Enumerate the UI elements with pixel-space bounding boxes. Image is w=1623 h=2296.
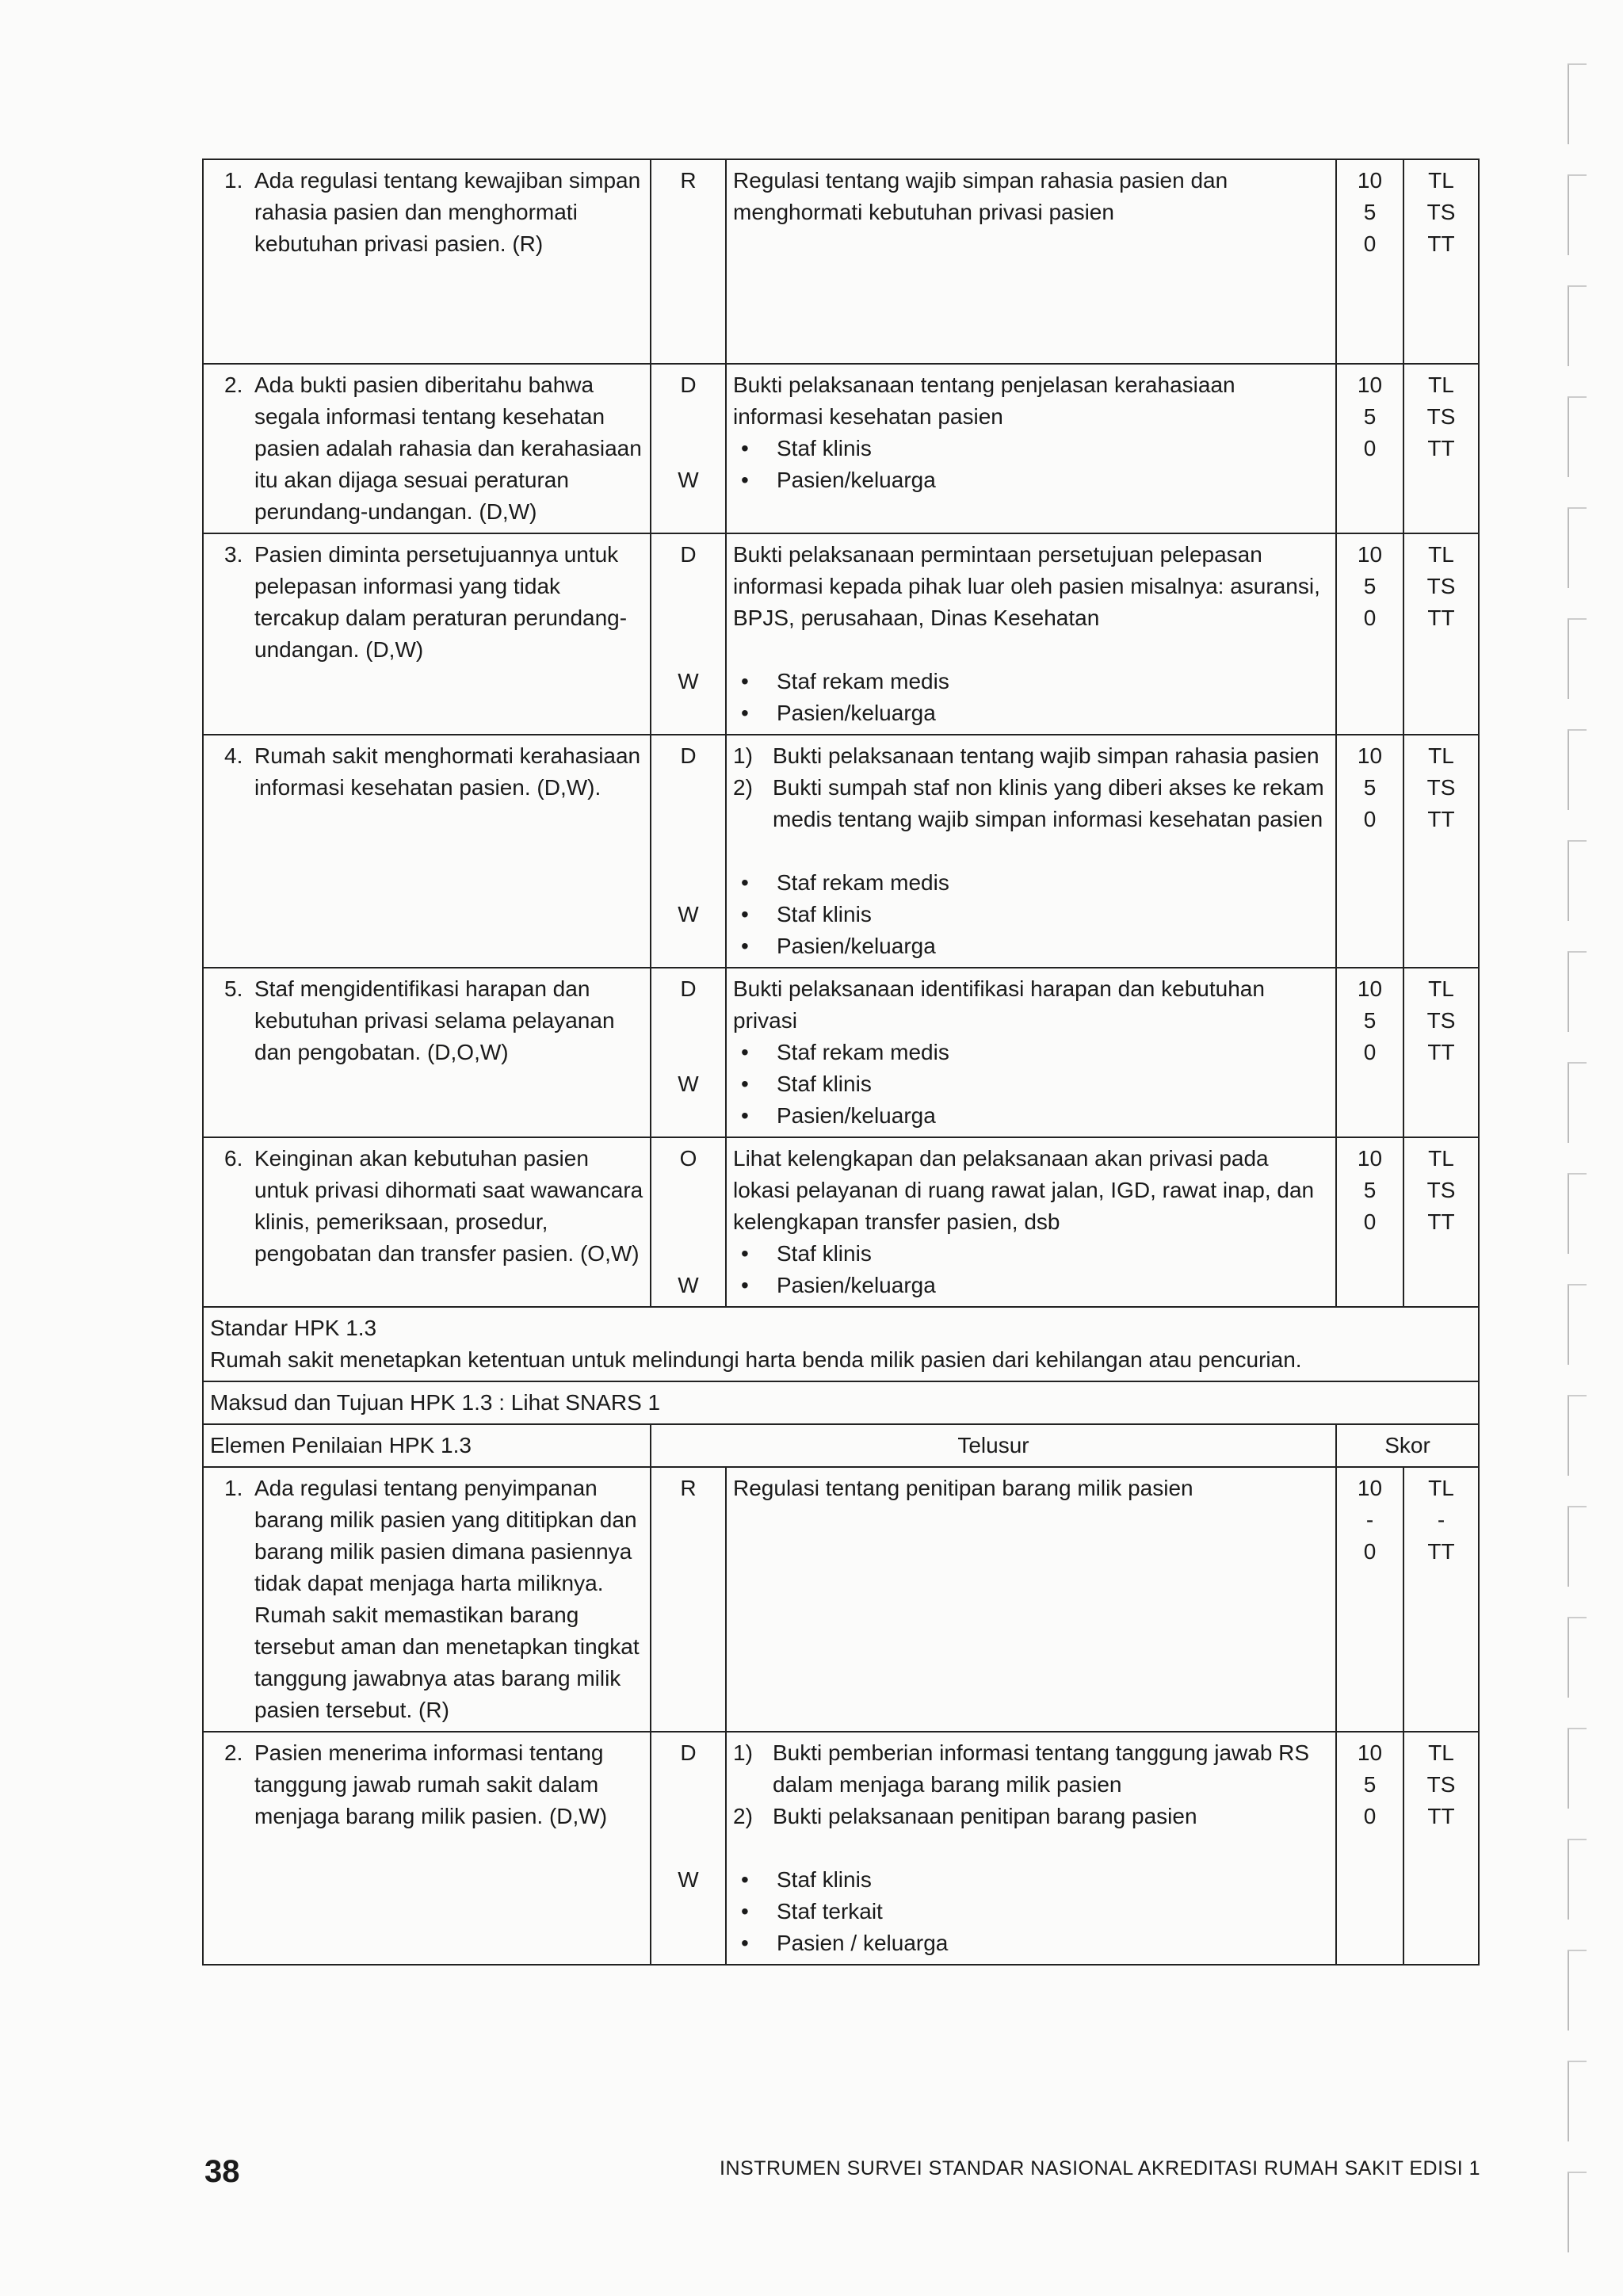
header-telusur: Telusur	[957, 1433, 1029, 1457]
score-value: 0	[1363, 1804, 1377, 1828]
method-code: D	[680, 372, 697, 397]
score-value: 5	[1363, 1772, 1377, 1797]
evidence-text: Regulasi tentang penitipan barang milik pasien	[733, 1476, 1193, 1500]
element-text: Pasien menerima informasi tentang tanggung jawab rumah sakit dalam menjaga barang milik pasien. (D,W)	[254, 1740, 608, 1828]
score-code: TL	[1428, 1740, 1454, 1765]
score-value: 5	[1363, 775, 1377, 800]
element-text: Pasien diminta persetujuannya untuk pelepasan informasi yang tidak tercakup dalam peraturan perundang-undangan. (D,W)	[254, 542, 628, 662]
score-value: 10	[1357, 542, 1383, 567]
evidence-list	[733, 1737, 1329, 1832]
element-number: 2.	[224, 1740, 243, 1765]
list-item: • Staf rekam medis	[733, 1037, 1329, 1068]
score-code: -	[1437, 1507, 1445, 1532]
evidence-text: Lihat kelengkapan dan pelaksanaan akan privasi pada lokasi pelayanan di ruang rawat jalan, IGD, rawat inap, dan kelengkapan transfer pasien, dsb	[733, 1146, 1315, 1234]
list-item: • Pasien/keluarga	[733, 697, 1329, 729]
standard-text: Rumah sakit menetapkan ketentuan untuk melindungi harta benda milik pasien dari kehilangan atau pencurian.	[210, 1347, 1302, 1372]
element-number: 5.	[224, 976, 243, 1001]
element-text: Staf mengidentifikasi harapan dan kebutuhan privasi selama pelayanan dan pengobatan. (D,O,W)	[254, 976, 615, 1064]
table-row	[203, 159, 1479, 364]
method-code: O	[679, 1146, 697, 1171]
evidence-text: Bukti pelaksanaan tentang penjelasan kerahasiaan informasi kesehatan pasien	[733, 372, 1235, 429]
score-code: TL	[1428, 976, 1454, 1001]
list-item: • Staf klinis	[733, 899, 1329, 930]
score-code: TL	[1428, 542, 1454, 567]
score-value: 5	[1363, 404, 1377, 429]
evidence-text: Bukti pelaksanaan permintaan persetujuan pelepasan informasi kepada pihak luar oleh pasien misalnya: asuransi, BPJS, perusahaan, Dinas Kesehatan	[733, 542, 1320, 630]
element-text: Ada regulasi tentang kewajiban simpan rahasia pasien dan menghormati kebutuhan privasi pasien. (R)	[254, 168, 641, 256]
interviewee-list	[733, 1037, 1329, 1132]
evidence-list	[733, 740, 1329, 835]
header-skor: Skor	[1384, 1433, 1430, 1457]
score-code: TT	[1427, 1040, 1455, 1064]
intent-text: Maksud dan Tujuan HPK 1.3 : Lihat SNARS 1	[210, 1390, 661, 1415]
page-number: 38	[204, 2154, 240, 2189]
method-code: D	[680, 1740, 697, 1765]
list-item: • Pasien/keluarga	[733, 930, 1329, 962]
method-code: R	[680, 168, 697, 193]
list-item: • Pasien/keluarga	[733, 1270, 1329, 1301]
table-row	[203, 1467, 1479, 1732]
score-value: 10	[1357, 976, 1383, 1001]
score-value: 5	[1363, 1178, 1377, 1202]
score-value: -	[1365, 1507, 1374, 1532]
score-code: TT	[1427, 1804, 1455, 1828]
element-number: 1.	[224, 1476, 243, 1500]
instrument-table	[202, 159, 1480, 1966]
evidence-text: Bukti pelaksanaan identifikasi harapan dan kebutuhan privasi	[733, 976, 1265, 1033]
score-value: 0	[1363, 436, 1377, 460]
score-code: TS	[1426, 404, 1456, 429]
list-item: 1) Bukti pemberian informasi tentang tanggung jawab RS dalam menjaga barang milik pasien	[733, 1740, 1310, 1797]
method-code: W	[678, 468, 699, 492]
element-number: 3.	[224, 542, 243, 567]
score-code: TL	[1428, 168, 1454, 193]
instrument-page	[202, 159, 1478, 1966]
list-item: • Staf terkait	[733, 1896, 1329, 1927]
score-code: TT	[1427, 231, 1455, 256]
list-item: • Staf rekam medis	[733, 867, 1329, 899]
score-code: TS	[1426, 1008, 1456, 1033]
evidence-text: Regulasi tentang wajib simpan rahasia pasien dan menghormati kebutuhan privasi pasien	[733, 168, 1228, 224]
element-text: Rumah sakit menghormati kerahasiaan informasi kesehatan pasien. (D,W).	[254, 743, 641, 800]
score-code: TL	[1428, 372, 1454, 397]
score-code: TS	[1426, 775, 1456, 800]
interviewee-list	[733, 1238, 1329, 1301]
list-item: • Pasien/keluarga	[733, 1100, 1329, 1132]
interviewee-list	[733, 867, 1329, 962]
score-value: 0	[1363, 1209, 1377, 1234]
list-item: • Staf klinis	[733, 1068, 1329, 1100]
score-value: 10	[1357, 1146, 1383, 1171]
score-value: 10	[1357, 1740, 1383, 1765]
score-code: TT	[1427, 1539, 1455, 1564]
score-value: 10	[1357, 1476, 1383, 1500]
interviewee-list	[733, 433, 1329, 496]
element-number: 1.	[224, 168, 243, 193]
score-value: 5	[1363, 200, 1377, 224]
table-row	[203, 364, 1479, 533]
score-value: 10	[1357, 743, 1383, 768]
method-code: W	[678, 669, 699, 693]
table-row	[203, 1732, 1479, 1965]
score-value: 0	[1363, 1040, 1377, 1064]
table-row	[203, 968, 1479, 1137]
method-code: W	[678, 902, 699, 926]
score-code: TT	[1427, 807, 1455, 831]
element-number: 6.	[224, 1146, 243, 1171]
element-text: Ada regulasi tentang penyimpanan barang milik pasien yang dititipkan dan barang milik pasien dimana pasiennya tidak dapat menjaga harta miliknya. Rumah sakit memastikan barang tersebut aman dan menetapkan tingkat tanggung jawabnya atas barang milik pasien tersebut. (R)	[254, 1476, 640, 1722]
list-item: • Pasien / keluarga	[733, 1927, 1329, 1959]
score-code: TS	[1426, 1772, 1456, 1797]
score-code: TS	[1426, 200, 1456, 224]
list-item: • Staf rekam medis	[733, 666, 1329, 697]
score-value: 10	[1357, 168, 1383, 193]
table-row	[203, 533, 1479, 735]
score-value: 0	[1363, 1539, 1377, 1564]
list-item: 2) Bukti pelaksanaan penitipan barang pasien	[733, 1804, 1197, 1828]
binder-edge-marks	[1568, 63, 1599, 2267]
score-value: 5	[1363, 574, 1377, 598]
element-number: 4.	[224, 743, 243, 768]
score-code: TL	[1428, 743, 1454, 768]
method-code: R	[680, 1476, 697, 1500]
header-element: Elemen Penilaian HPK 1.3	[210, 1433, 472, 1457]
score-value: 10	[1357, 372, 1383, 397]
intent-row	[203, 1381, 1479, 1424]
standard-row	[203, 1307, 1479, 1381]
score-value: 0	[1363, 606, 1377, 630]
interviewee-list	[733, 666, 1329, 729]
method-code: D	[680, 976, 697, 1001]
interviewee-list	[733, 1864, 1329, 1959]
method-code: D	[680, 743, 697, 768]
table-row	[203, 735, 1479, 968]
score-code: TL	[1428, 1476, 1454, 1500]
list-item: 2) Bukti sumpah staf non klinis yang diberi akses ke rekam medis tentang wajib simpan informasi kesehatan pasien	[733, 775, 1324, 831]
method-code: D	[680, 542, 697, 567]
list-item: • Staf klinis	[733, 1864, 1329, 1896]
footer-title: INSTRUMEN SURVEI STANDAR NASIONAL AKREDITASI RUMAH SAKIT EDISI 1	[720, 2157, 1480, 2179]
score-code: TS	[1426, 1178, 1456, 1202]
score-value: 5	[1363, 1008, 1377, 1033]
score-value: 0	[1363, 807, 1377, 831]
list-item: • Pasien/keluarga	[733, 464, 1329, 496]
method-code: W	[678, 1273, 699, 1297]
standard-label: Standar HPK 1.3	[210, 1316, 377, 1340]
method-code: W	[678, 1867, 699, 1892]
score-code: TT	[1427, 606, 1455, 630]
method-code: W	[678, 1072, 699, 1096]
element-number: 2.	[224, 372, 243, 397]
score-code: TS	[1426, 574, 1456, 598]
list-item: • Staf klinis	[733, 433, 1329, 464]
element-text: Keinginan akan kebutuhan pasien untuk privasi dihormati saat wawancara klinis, pemeriksaan, prosedur, pengobatan dan transfer pasien. (O,W)	[254, 1146, 643, 1266]
list-item: • Staf klinis	[733, 1238, 1329, 1270]
header-row	[203, 1424, 1479, 1467]
table-row	[203, 1137, 1479, 1307]
score-code: TL	[1428, 1146, 1454, 1171]
score-code: TT	[1427, 436, 1455, 460]
score-value: 0	[1363, 231, 1377, 256]
element-text: Ada bukti pasien diberitahu bahwa segala informasi tentang kesehatan pasien adalah rahasia dan kerahasiaan itu akan dijaga sesuai peraturan perundang-undangan. (D,W)	[254, 372, 642, 524]
list-item: 1) Bukti pelaksanaan tentang wajib simpan rahasia pasien	[733, 743, 1319, 768]
score-code: TT	[1427, 1209, 1455, 1234]
